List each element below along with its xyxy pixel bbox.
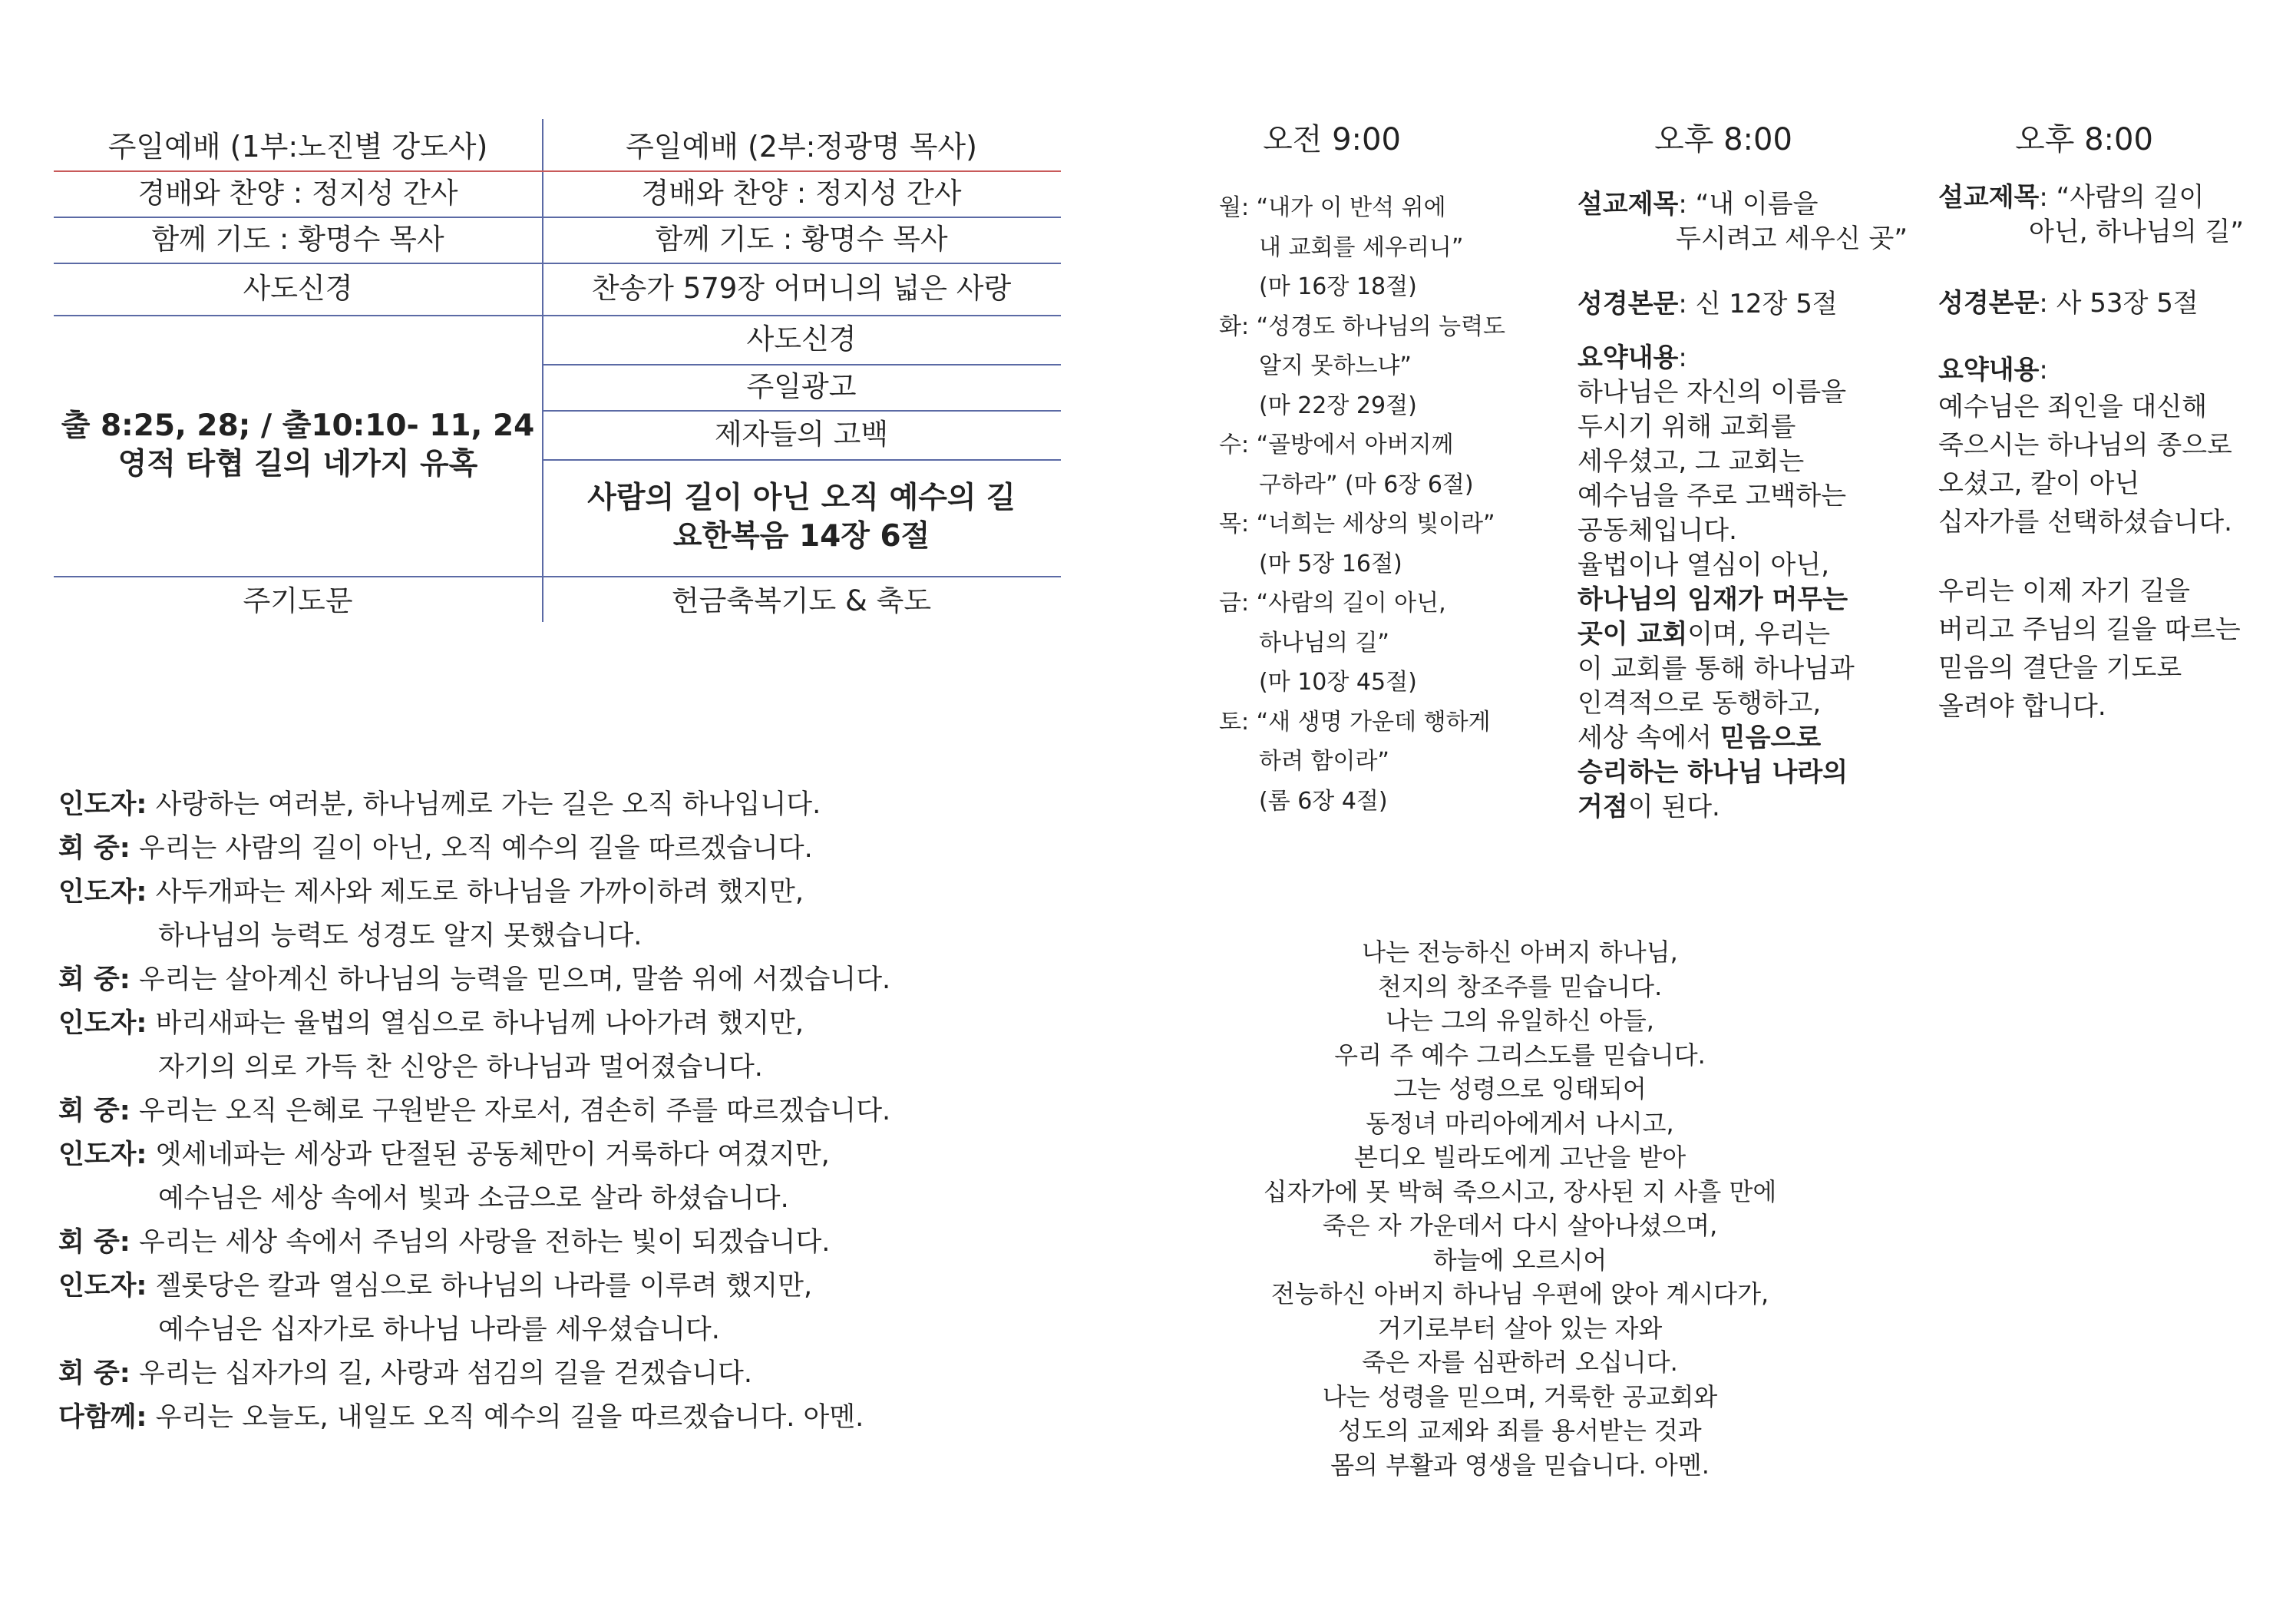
sermon1-title-line1: : “내 이름을 — [1678, 189, 1819, 220]
col2-announcements: 주일광고 — [746, 370, 857, 403]
reading-speaker: 인도자: — [58, 1271, 147, 1302]
creed-line: 거기로부터 살아 있는 자와 — [1377, 1313, 1663, 1343]
reading-speaker: 인도자: — [58, 1008, 147, 1039]
reading-line — [58, 1221, 830, 1259]
summary-line: 세우셨고, 그 교회는 — [1577, 446, 1805, 477]
summary-line: 율법이나 열심이 아닌, — [1577, 550, 1830, 580]
col1-prayer: 함께 기도 : 황명수 목사 — [151, 223, 444, 256]
col2-sermon — [542, 459, 1061, 576]
creed-line: 전능하신 아버지 하나님 우편에 앉아 계시다가, — [1270, 1279, 1769, 1308]
reading-text: 우리는 사람의 길이 아닌, 오직 예수의 길을 따르겠습니다. — [130, 833, 813, 864]
reading-text: 젤롯당은 칼과 열심으로 하나님의 나라를 이루려 했지만, — [147, 1271, 813, 1302]
sermon1-text-value: : 신 12장 5절 — [1678, 289, 1838, 319]
colon: : — [2039, 355, 2048, 385]
sermon-summary-1 — [1577, 187, 1946, 825]
creed-line: 동정녀 마리아에게서 나시고, — [1366, 1108, 1674, 1138]
reading-speaker: 인도자: — [58, 877, 147, 908]
summary-line: 오셨고, 칼이 아닌 — [1938, 468, 2140, 499]
reading-text: 사랑하는 여러분, 하나님께로 가는 길은 오직 하나입니다. — [147, 789, 821, 820]
reading-continuation: 하나님의 능력도 성경도 알지 못했습니다. — [158, 921, 643, 951]
reading-line — [58, 783, 821, 822]
daily-verse-line: (마 10장 45절) — [1259, 669, 1417, 696]
sermon2-title-line1: : “사람의 길이 — [2039, 182, 2205, 213]
summary-text: 이 된다. — [1627, 792, 1720, 822]
sermon2-text-value: : 사 53장 5절 — [2039, 288, 2199, 319]
summary-line: 승리하는 하나님 나라의 — [1577, 757, 1848, 788]
reading-continuation: 예수님은 세상 속에서 빛과 소금으로 살라 하셨습니다. — [158, 1183, 789, 1214]
time-morning: 오전 9:00 — [1263, 122, 1401, 157]
sermon1-title-label: 설교제목 — [1577, 189, 1679, 220]
reading-line — [58, 1352, 752, 1391]
reading-line — [58, 871, 804, 909]
reading-speaker: 회 중: — [58, 1096, 130, 1126]
creed-line: 우리 주 예수 그리스도를 믿습니다. — [1334, 1040, 1706, 1070]
summary-line: 십자가를 선택하셨습니다. — [1938, 507, 2232, 537]
creed-line: 천지의 창조주를 믿습니다. — [1377, 971, 1663, 1001]
daily-verse-line: 목: “너희는 세상의 빛이라” — [1219, 511, 1495, 537]
reading-line — [58, 1133, 830, 1172]
daily-verses — [1219, 188, 1541, 818]
reading-speaker: 인도자: — [58, 789, 147, 820]
creed-line: 그는 성령으로 잉태되어 — [1393, 1074, 1647, 1103]
col1-closing: 주기도문 — [243, 584, 353, 617]
daily-verse-line: 월: “내가 이 반석 위에 — [1219, 194, 1446, 221]
col2-creed: 사도신경 — [746, 322, 857, 356]
summary-line: 우리는 이제 자기 길을 — [1938, 576, 2191, 607]
reading-line — [58, 827, 813, 865]
col2-hymn: 찬송가 579장 어머니의 넓은 사랑 — [591, 272, 1012, 305]
sermon2-text-label: 성경본문 — [1938, 288, 2040, 319]
daily-verse-line: (마 22장 29절) — [1259, 392, 1417, 419]
summary-line: 두시기 위해 교회를 — [1577, 412, 1796, 442]
reading-text: 바리새파는 율법의 열심으로 하나님께 나아가려 했지만, — [147, 1008, 804, 1039]
reading-speaker: 회 중: — [58, 1358, 130, 1389]
creed-line: 나는 성령을 믿으며, 거룩한 공교회와 — [1322, 1381, 1718, 1411]
col1-sermon-ref: 출 8:25, 28; / 출10:10- 11, 24 — [61, 408, 535, 443]
summary-emphasis: 곳이 교회 — [1577, 619, 1688, 650]
creed-line: 십자가에 못 박혀 죽으시고, 장사된 지 사흘 만에 — [1263, 1176, 1777, 1206]
daily-verse-line: 토: “새 생명 가운데 행하게 — [1219, 708, 1491, 736]
sermon2-title-label: 설교제목 — [1938, 182, 2040, 213]
col1-sermon — [54, 315, 542, 576]
col1-creed: 사도신경 — [243, 272, 353, 305]
reading-line — [58, 1396, 864, 1434]
col2-header: 주일예배 (2부:정광명 목사) — [626, 130, 977, 164]
creed-line: 몸의 부활과 영생을 믿습니다. 아멘. — [1330, 1450, 1710, 1480]
creed-line: 나는 전능하신 아버지 하나님, — [1362, 938, 1678, 967]
reading-line — [58, 1265, 812, 1303]
col1-header: 주일예배 (1부:노진별 강도사) — [107, 130, 488, 164]
reading-speaker: 인도자: — [58, 1139, 147, 1170]
summary-emphasis: 거점 — [1577, 792, 1628, 822]
daily-verse-line: 내 교회를 세우리니” — [1259, 233, 1464, 261]
responsive-reading — [58, 783, 1010, 1444]
col1-sermon-title: 영적 타협 길의 네가지 유혹 — [117, 447, 478, 481]
summary-text: 세상 속에서 — [1577, 723, 1720, 753]
col2-sermon-title: 사람의 길이 아닌 오직 예수의 길 — [587, 481, 1016, 515]
daily-verse-line: 구하라” (마 6장 6절) — [1259, 471, 1474, 498]
sermon-summary-2 — [1938, 180, 2284, 726]
reading-text: 엣세네파는 세상과 단절된 공동체만이 거룩하다 여겼지만, — [147, 1139, 830, 1170]
reading-line — [58, 1090, 890, 1128]
daily-verse-line: (롬 6장 4절) — [1259, 787, 1388, 815]
reading-speaker: 다함께: — [58, 1402, 147, 1433]
daily-verse-line: 알지 못하느냐” — [1259, 352, 1412, 379]
creed-line: 죽은 자를 심판하러 오십니다. — [1362, 1348, 1678, 1377]
col2-prayer: 함께 기도 : 황명수 목사 — [655, 223, 948, 256]
col2-closing: 헌금축복기도 & 축도 — [671, 584, 932, 617]
creed-line: 성도의 교제와 죄를 용서받는 것과 — [1338, 1416, 1702, 1445]
reading-text: 우리는 십자가의 길, 사랑과 섬김의 길을 걷겠습니다. — [130, 1358, 752, 1389]
reading-continuation: 예수님은 십자가로 하나님 나라를 세우셨습니다. — [158, 1315, 720, 1345]
daily-verse-line: 수: “골방에서 아버지께 — [1219, 432, 1454, 458]
colon: : — [1678, 342, 1687, 373]
daily-verse-line: 금: “사람의 길이 아닌, — [1219, 590, 1446, 617]
daily-verse-line: 하나님의 길” — [1259, 629, 1389, 657]
summary-emphasis: 믿음으로 — [1720, 723, 1822, 753]
reading-line — [58, 1002, 804, 1040]
sermon1-title-line2: 두시려고 세우신 곳” — [1676, 223, 1908, 254]
summary-line: 인격적으로 동행하고, — [1577, 688, 1822, 719]
summary-text: 이며, 우리는 — [1687, 619, 1831, 650]
summary-line: 이 교회를 통해 하나님과 — [1577, 653, 1855, 684]
sermon1-summary-label: 요약내용 — [1577, 342, 1679, 373]
sermon2-summary-label: 요약내용 — [1938, 355, 2040, 385]
reading-speaker: 회 중: — [58, 1227, 130, 1258]
summary-line: 하나님은 자신의 이름을 — [1577, 377, 1847, 408]
apostles-creed — [1205, 935, 1835, 1482]
summary-line: 버리고 주님의 길을 따르는 — [1938, 614, 2241, 645]
time-evening-2: 오후 8:00 — [2015, 122, 2153, 157]
reading-text: 우리는 오늘도, 내일도 오직 예수의 길을 따르겠습니다. 아멘. — [147, 1402, 864, 1433]
creed-line: 죽은 자 가운데서 다시 살아나셨으며, — [1322, 1211, 1718, 1240]
daily-verse-line: (마 5장 16절) — [1259, 550, 1402, 577]
col1-worship: 경배와 찬양 : 정지성 간사 — [137, 177, 458, 210]
creed-line: 나는 그의 유일하신 아들, — [1386, 1006, 1654, 1035]
daily-verse-line: 하려 함이라” — [1259, 748, 1389, 775]
time-evening-1: 오후 8:00 — [1654, 122, 1792, 157]
summary-line: 예수님을 주로 고백하는 — [1577, 481, 1847, 511]
col2-sermon-ref: 요한복음 14장 6절 — [672, 519, 930, 554]
reading-continuation: 자기의 의로 가득 찬 신앙은 하나님과 멀어졌습니다. — [158, 1052, 763, 1083]
summary-line: 올려야 합니다. — [1938, 691, 2106, 722]
sermon2-title-line2: 아닌, 하나님의 길” — [2029, 217, 2244, 247]
reading-text: 우리는 세상 속에서 주님의 사랑을 전하는 빛이 되겠습니다. — [130, 1227, 831, 1258]
summary-line: 죽으시는 하나님의 종으로 — [1938, 430, 2232, 461]
summary-line: 예수님은 죄인을 대신해 — [1938, 392, 2208, 422]
col2-worship: 경배와 찬양 : 정지성 간사 — [641, 177, 962, 210]
reading-speaker: 회 중: — [58, 833, 130, 864]
sermon1-text-label: 성경본문 — [1577, 289, 1679, 319]
reading-speaker: 회 중: — [58, 964, 130, 995]
summary-line: 믿음의 결단을 기도로 — [1938, 653, 2182, 683]
col2-confession: 제자들의 고백 — [714, 418, 889, 451]
reading-text: 우리는 오직 은혜로 구원받은 자로서, 겸손히 주를 따르겠습니다. — [130, 1096, 891, 1126]
reading-text: 우리는 살아계신 하나님의 능력을 믿으며, 말씀 위에 서겠습니다. — [130, 964, 891, 995]
creed-line: 하늘에 오르시어 — [1432, 1245, 1607, 1275]
creed-line: 본디오 빌라도에게 고난을 받아 — [1353, 1143, 1686, 1172]
summary-line: 하나님의 임재가 머무는 — [1577, 584, 1848, 615]
daily-verse-line: (마 16장 18절) — [1259, 273, 1417, 300]
summary-line: 공동체입니다. — [1577, 515, 1737, 546]
reading-text: 사두개파는 제사와 제도로 하나님을 가까이하려 했지만, — [147, 877, 804, 908]
daily-verse-line: 화: “성경도 하나님의 능력도 — [1219, 313, 1506, 340]
reading-line — [58, 958, 890, 997]
